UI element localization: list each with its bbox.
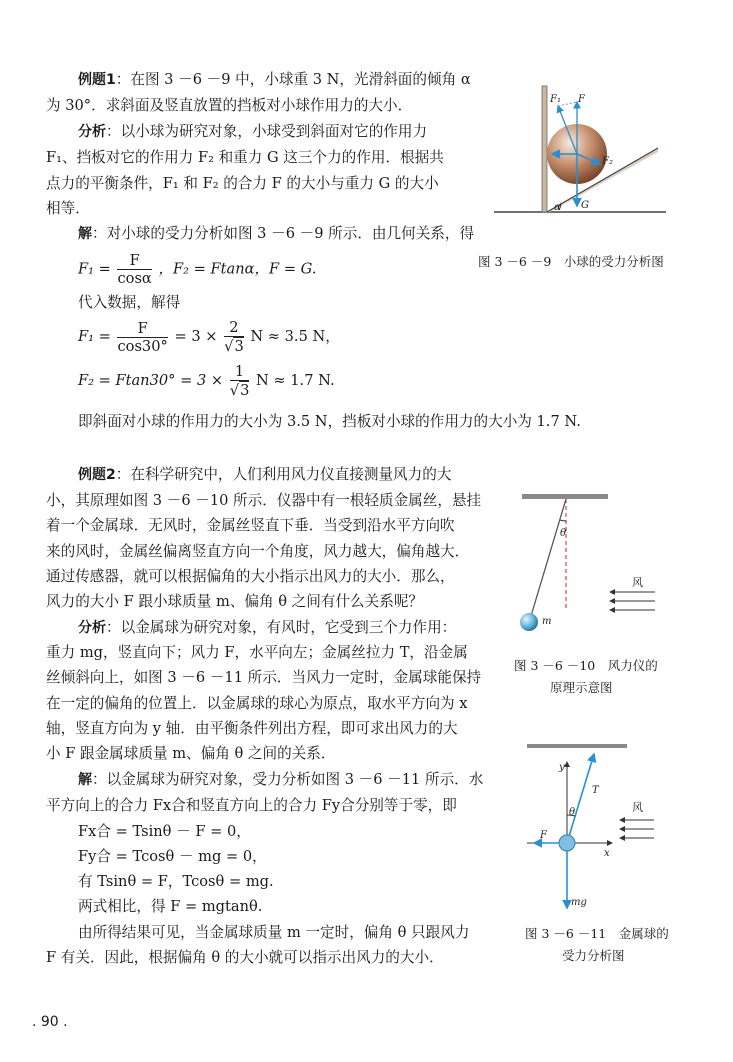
ex2-line6: 风力的大小 F 跟小球质量 m、偏角 θ 之间有什么关系呢？ <box>46 593 424 610</box>
fig-3-6-11-caption-line1: 图 3 －6 －11 金属球的 <box>525 926 669 941</box>
g-label: G <box>581 200 589 211</box>
ceiling-bar <box>527 744 627 748</box>
tension-arrow <box>567 754 594 843</box>
theta-label: θ <box>560 528 567 539</box>
metal-ball <box>559 835 575 851</box>
f-label: F <box>540 830 547 841</box>
metal-ball <box>520 613 538 631</box>
wind-label: 风 <box>632 801 643 814</box>
ex2-label: 例题2 <box>78 467 116 483</box>
ex2-equation-4: 两式相比，得 F = mgtanθ. <box>78 898 263 915</box>
ex2-line4: 来的风时，金属丝偏离竖直方向一个角度，风力越大，偏角越大． <box>46 543 470 560</box>
ex1-analysis-line1: 分析：以小球为研究对象，小球受到斜面对它的作用力 <box>78 123 428 140</box>
figure-3-6-11 <box>522 740 672 915</box>
ex1-label: 例题1 <box>78 72 116 88</box>
ex2-line2: 小，其原理如图 3 －6 －10 所示．仪器中有一根轻质金属丝，悬挂 <box>46 492 482 509</box>
x-label: x <box>604 848 610 859</box>
ex1-equation-1: F₁ = $\frac{F}{\cos\alpha}$ ，F₂ = Ftanα，F = G. <box>78 252 317 287</box>
ex2-solution-line2: 平方向上的合力 Fx合和竖直方向上的合力 Fy合分别等于零，即 <box>46 797 457 814</box>
ex2-line3: 着一个金属球．无风时，金属丝竖直下垂．当受到沿水平方向吹 <box>46 517 455 534</box>
y-label: y <box>559 762 565 773</box>
baffle-board <box>542 86 547 212</box>
ex1-solution-label: 解 <box>78 226 92 242</box>
ex1-conclusion: 即斜面对小球的作用力的大小为 3.5 N，挡板对小球的作用力的大小为 1.7 N. <box>78 413 581 430</box>
ex2-solution-label: 解 <box>78 772 92 788</box>
ex1-solution-line1: 解：对小球的受力分析如图 3 －6 －9 所示．由几何关系，得 <box>78 225 475 242</box>
figure-3-6-9 <box>494 84 674 224</box>
ex2-analysis-line4: 在一定的偏角的位置上．以金属球的球心为原点，取水平方向为 x <box>46 695 468 712</box>
ex2-analysis-line1: 分析：以金属球为研究对象，有风时，它受到三个力作用： <box>78 619 457 636</box>
fig-3-6-9-caption: 图 3 －6 －9 小球的受力分析图 <box>478 254 664 269</box>
ceiling-bar <box>522 494 608 499</box>
f1-label: F₁ <box>550 94 561 105</box>
mg-label: mg <box>571 897 587 908</box>
ex2-analysis-label: 分析 <box>78 620 106 636</box>
ex2-line5: 通过传感器，就可以根据偏角的大小指示出风力的大小．那么， <box>46 568 455 585</box>
alpha-label: α <box>554 202 561 213</box>
ex1-analysis-line4: 相等． <box>46 200 90 217</box>
figure-3-6-10 <box>510 488 670 638</box>
ex2-analysis-line6: 小 F 跟金属球质量 m、偏角 θ 之间的关系． <box>46 745 336 762</box>
fig-3-6-11-caption-line2: 受力分析图 <box>562 948 625 963</box>
ex1-statement-line2: 为 30°．求斜面及竖直放置的挡板对小球作用力的大小． <box>46 97 413 114</box>
ex1-analysis-line2: F₁、挡板对它的作用力 F₂ 和重力 G 这三个力的作用．根据共 <box>46 149 444 166</box>
ex2-analysis-line2: 重力 mg，竖直向下；风力 F，水平向左；金属丝拉力 T，沿金属 <box>46 644 468 661</box>
ex2-equation-1: Fx合 = Tsinθ － F = 0， <box>78 823 251 840</box>
ex2-solution-line1: 解：以金属球为研究对象，受力分析如图 3 －6 －11 所示．水 <box>78 771 484 788</box>
ex1-analysis-label: 分析 <box>78 124 106 140</box>
ex2-equation-3: 有 Tsinθ = F，Tcosθ = mg. <box>78 873 274 890</box>
f2-label: F₂ <box>602 156 613 167</box>
ex1-equation-2: F₁ = $\frac{F}{\cos 30^\circ}$ = 3 × $\frac{2}{√3}$ N ≈ 3.5 N， <box>78 319 340 355</box>
ex1-equation-3: F₂ = Ftan30° = 3 × $\frac{1}{√3}$ N ≈ 1.7 N. <box>78 363 335 399</box>
page-number: . 90 . <box>32 1014 68 1030</box>
t-label: T <box>592 785 599 796</box>
theta-label: θ <box>569 807 576 818</box>
ex2-line1: 例题2：在科学研究中，人们利用风力仪直接测量风力的大 <box>78 466 452 483</box>
metal-wire <box>531 499 566 616</box>
ex2-analysis-line5: 轴，竖直方向为 y 轴．由平衡条件列出方程，即可求出风力的大 <box>46 720 458 737</box>
ex1-substitute-line: 代入数据，解得 <box>78 294 181 311</box>
ex2-equation-2: Fy合 = Tcosθ － mg = 0， <box>78 848 267 865</box>
fig-3-6-10-caption-line1: 图 3 －6 －10 风力仪的 <box>514 658 658 673</box>
m-label: m <box>542 616 552 627</box>
ex2-conclusion-line1: 由所得结果可见，当金属球质量 m 一定时，偏角 θ 只跟风力 <box>78 924 470 941</box>
ex2-analysis-line3: 丝倾斜向上，如图 3 －6 －11 所示．当风力一定时，金属球能保持 <box>46 669 482 686</box>
ex2-conclusion-line2: F 有关．因此，根据偏角 θ 的大小就可以指示出风力的大小． <box>46 949 444 966</box>
ex1-analysis-line3: 点力的平衡条件，F₁ 和 F₂ 的合力 F 的大小与重力 G 的大小 <box>46 175 439 192</box>
fig-3-6-10-caption-line2: 原理示意图 <box>550 680 613 695</box>
wind-label: 风 <box>632 576 643 589</box>
f-label: F <box>578 94 585 105</box>
ex1-statement-line1: 例题1：在图 3 －6 －9 中，小球重 3 N，光滑斜面的倾角 α <box>78 71 471 88</box>
